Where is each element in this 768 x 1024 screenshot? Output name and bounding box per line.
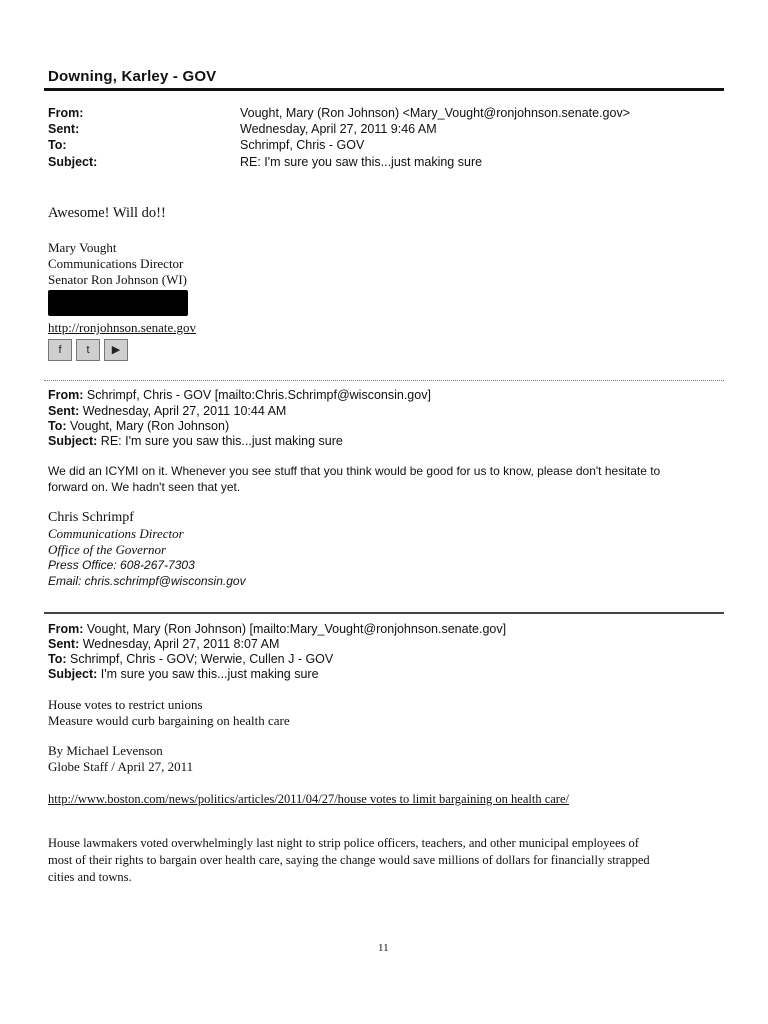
email3-to-line	[48, 651, 333, 667]
email2-from-line	[48, 387, 431, 403]
email3-to-label: To:	[48, 652, 67, 666]
email2-sent-value: Wednesday, April 27, 2011 10:44 AM	[82, 404, 287, 418]
article-paragraph-line: cities and towns.	[48, 870, 132, 884]
email2-to-label: To:	[48, 419, 67, 433]
to-label: To:	[48, 138, 67, 152]
email3-subject-value: I'm sure you saw this...just making sure	[100, 667, 319, 681]
article-dateline: Globe Staff / April 27, 2011	[48, 759, 194, 774]
subject-label: Subject:	[48, 155, 98, 169]
email2-signature-phone: Press Office: 608-267-7303	[48, 558, 195, 572]
article-link[interactable]: http://www.boston.com/news/politics/articles/2011/04/27/house votes to limit bargaining on health care/	[48, 792, 569, 806]
to-value: Schrimpf, Chris - GOV	[240, 138, 365, 152]
email3-from-label: From:	[48, 622, 84, 636]
sent-value: Wednesday, April 27, 2011 9:46 AM	[240, 122, 437, 136]
article-byline: By Michael Levenson	[48, 743, 163, 758]
email2-sent-label: Sent:	[48, 404, 80, 418]
reply-body: Awesome! Will do!!	[48, 205, 166, 221]
article-paragraph-line: most of their rights to bargain over health care, saying the change would save millions of dollars for financially strapped	[48, 853, 650, 867]
youtube-icon[interactable]: ▶	[104, 339, 128, 361]
separator-solid	[44, 612, 724, 614]
email3-sent-label: Sent:	[48, 637, 80, 651]
email3-to-value: Schrimpf, Chris - GOV; Werwie, Cullen J - GOV	[70, 652, 334, 666]
page-number: 11	[378, 942, 389, 954]
email3-sent-line	[48, 636, 279, 652]
email2-subject-label: Subject:	[48, 434, 98, 448]
article-paragraph	[48, 835, 738, 886]
header-rule	[44, 88, 724, 91]
email2-from-label: From:	[48, 388, 84, 402]
signature-org: Senator Ron Johnson (WI)	[48, 272, 188, 287]
signature-title: Communications Director	[48, 256, 184, 271]
email2-signature-office: Office of the Governor	[48, 542, 167, 557]
separator-dotted	[44, 380, 724, 381]
email2-body-line: forward on. We hadn't seen that yet.	[48, 480, 241, 494]
signature-name: Mary Vought	[48, 240, 117, 255]
email2-signature-title: Communications Director	[48, 526, 184, 541]
email3-subject-line	[48, 666, 319, 682]
email2-to-line	[48, 418, 229, 434]
email2-body	[48, 463, 728, 495]
email3-sent-value: Wednesday, April 27, 2011 8:07 AM	[82, 637, 280, 651]
twitter-icon[interactable]: t	[76, 339, 100, 361]
redaction-block	[48, 290, 188, 316]
email3-subject-label: Subject:	[48, 667, 98, 681]
senate-link[interactable]: http://ronjohnson.senate.gov	[48, 320, 197, 335]
subject-value: RE: I'm sure you saw this...just making sure	[240, 155, 483, 169]
from-label: From:	[48, 106, 84, 120]
email2-subject-value: RE: I'm sure you saw this...just making sure	[100, 434, 343, 448]
sent-label: Sent:	[48, 122, 80, 136]
email3-from-value: Vought, Mary (Ron Johnson) [mailto:Mary_Vought@ronjohnson.senate.gov]	[86, 622, 507, 636]
article-subheadline: Measure would curb bargaining on health care	[48, 713, 290, 728]
document-owner-name: Downing, Karley - GOV	[48, 68, 217, 85]
from-value: Vought, Mary (Ron Johnson) <Mary_Vought@ronjohnson.senate.gov>	[240, 106, 631, 120]
email3-from-line	[48, 621, 506, 637]
email2-subject-line	[48, 433, 343, 449]
email2-sent-line	[48, 403, 286, 419]
email2-from-value: Schrimpf, Chris - GOV [mailto:Chris.Schrimpf@wisconsin.gov]	[86, 388, 431, 402]
article-paragraph-line: House lawmakers voted overwhelmingly last night to strip police officers, teachers, and other municipal employees of	[48, 836, 639, 850]
email2-to-value: Vought, Mary (Ron Johnson)	[70, 419, 230, 433]
article-headline: House votes to restrict unions	[48, 697, 203, 712]
email2-body-line: We did an ICYMI on it. Whenever you see stuff that you think would be good for us to know, please don't hesitate to	[48, 464, 661, 478]
email2-signature-email: Email: chris.schrimpf@wisconsin.gov	[48, 574, 246, 588]
email2-signature-name: Chris Schrimpf	[48, 510, 134, 525]
facebook-icon[interactable]: f	[48, 339, 72, 361]
